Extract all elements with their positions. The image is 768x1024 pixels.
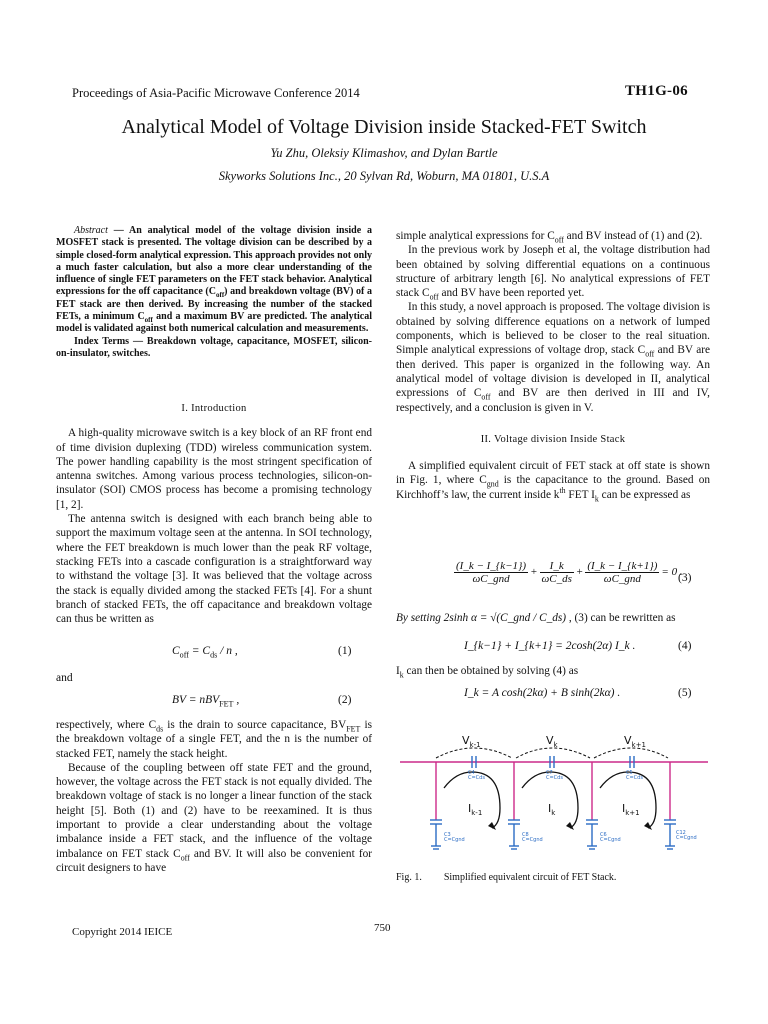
equation-4-number: (4) xyxy=(678,640,692,652)
paragraph xyxy=(396,243,710,300)
figure-caption xyxy=(396,872,616,883)
para-sub: off xyxy=(645,349,655,359)
label-c3-value: C=Cgnd xyxy=(444,837,465,843)
abstract-text: and a maximum BV are predicted. The analytical model is validated against both numerical calculation and measurements. xyxy=(56,311,372,335)
voltage-arcs xyxy=(436,748,668,758)
para-text: and BV are then derived in III and IV, respectively, and a conclusion is given in V. xyxy=(396,387,710,414)
equation-4: I_{k−1} + I_{k+1} = 2cosh(2α) I_k . xyxy=(464,640,636,652)
equation-5: I_k = A cosh(2kα) + B sinh(2kα) . xyxy=(464,687,621,699)
caption-label: Fig. 1. xyxy=(396,872,422,883)
para-text: and BV instead of (1) and (2). xyxy=(563,230,703,242)
eq-numerator: (I_k − I_{k+1}) xyxy=(587,560,658,572)
abstract xyxy=(56,225,372,360)
eq-numerator: (I_k − I_{k−1}) xyxy=(456,560,527,572)
cgnd-capacitors xyxy=(430,820,676,849)
label-c3: C3 xyxy=(444,832,451,838)
label-c5: C5 xyxy=(626,770,633,776)
eq-sub: FET xyxy=(219,699,234,709)
equation-3: $\frac{(I\_k - I\_\{k-1\})}{\text{ωC\_gnd}}$ + $\frac{I\_k}{\omega C\_ds}$ + $\frac{(I\_k - I\_\{k+1\})}{\text{ωC\_gnd}}$ = 0 . xyxy=(456,560,683,585)
abstract-dash: — xyxy=(107,225,130,236)
para-text: simple analytical expressions for C xyxy=(396,230,555,242)
label-v-k: $V_k$ xyxy=(546,734,558,749)
para-sub: k xyxy=(399,670,404,680)
para-text: I xyxy=(396,665,400,677)
eq-symbol: C xyxy=(172,645,180,657)
para-sub: off xyxy=(554,235,564,245)
abstract-label: Abstract xyxy=(74,225,108,236)
label-i-k+1: $I_{k+1}$ xyxy=(622,802,640,817)
para-sub: FET xyxy=(346,724,361,734)
para-text: and BV are then derived. This paper is organized in the following way. An analytical model of voltage division is developed in II, analytical expressions of C xyxy=(396,344,710,400)
paragraph xyxy=(56,761,372,875)
paper-authors: Yu Zhu, Oleksiy Klimashov, and Dylan Bartle xyxy=(270,146,498,160)
para-sub: gnd xyxy=(486,479,499,489)
label-c8-value: C=Cgnd xyxy=(522,837,543,843)
para-sub: off xyxy=(429,292,439,302)
copyright: Copyright 2014 IEICE xyxy=(72,926,173,938)
abstract-sub: off xyxy=(216,291,225,300)
page-number: 750 xyxy=(374,922,391,934)
label-v-k+1: $V_{k+1}$ xyxy=(624,734,646,749)
eq-denominator: ωC_gnd xyxy=(603,573,641,585)
paragraph: A high-quality microwave switch is a key block of an RF front end of time division duplexing (TDD) wireless communication system. The power handling capability is the most stringent specification of antenna switches. Among various process technologies, silicon-on-insulator (SOI) CMOS process has become a promising technology [1, 2]. xyxy=(56,427,372,511)
eq-symbol: = C xyxy=(188,645,211,657)
label-i-k: $I_k$ xyxy=(548,802,556,817)
caption-text: Simplified equivalent circuit of FET Stack. xyxy=(443,872,617,883)
left-column xyxy=(56,402,372,626)
equation-5-number: (5) xyxy=(678,687,692,699)
para-text: is the breakdown voltage of a single FET, and the n is the number of stacked FET, namely the stack height. xyxy=(56,719,373,760)
para-text: and BV have been reported yet. xyxy=(438,287,585,300)
eq-sub: ds xyxy=(210,650,218,660)
and-text: and xyxy=(56,672,73,684)
para-text: In this study, a novel approach is proposed. The voltage division is obtained by solving difference equations on a network of lumped components, which is believed to be closer to the real situation. Simple analytical expressions of voltage drop, stack C xyxy=(396,301,710,357)
paper-affiliation: Skyworks Solutions Inc., 20 Sylvan Rd, Woburn, MA 01801, U.S.A xyxy=(218,169,550,183)
abstract-sub: off xyxy=(144,316,153,325)
para-text: can then be obtained by solving (4) as xyxy=(403,665,579,677)
para-sup: th xyxy=(559,485,566,495)
paragraph xyxy=(396,459,710,502)
eq-symbol: BV = nBV xyxy=(172,694,220,706)
para-sub: off xyxy=(180,852,190,862)
label-c5-value: C=Cds xyxy=(626,775,643,781)
paragraph xyxy=(396,229,710,243)
equation-3-number: (3) xyxy=(678,572,692,584)
eq3-term-2 xyxy=(540,560,574,585)
label-c7-value: C=Cds xyxy=(546,775,563,781)
proceedings-header: Proceedings of Asia-Pacific Microwave Conference 2014 xyxy=(72,86,360,100)
label-c12-value: C=Cgnd xyxy=(676,835,697,841)
paragraph: The antenna switch is designed with each branch being able to support the maximum voltage seen at the antenna. In SOI technology, where the FET breakdown is much lower than the peak RF voltage, stacking FETs into a cascade configuration is a straightforward way to withstand the voltage [3]. It was believed that the voltage across the stack is equally divided among the stacked FETs [4]. For a shunt branch of stacked FETs, the off capacitance and breakdown voltage can thus be written as xyxy=(56,513,372,626)
para-text: is the capacitance to the ground. Based on Kirchhoff’s law, the current inside k xyxy=(396,474,710,501)
equation-2-number: (2) xyxy=(338,694,352,706)
para-text: A simplified equivalent circuit of FET stack at off state is shown in Fig. 1, where C xyxy=(396,460,710,487)
equation-1 xyxy=(172,645,238,660)
setting-tail: , (3) can be rewritten as xyxy=(566,612,676,624)
eq-rhs: = 0 . xyxy=(661,566,683,579)
equation-1-number: (1) xyxy=(338,645,352,657)
paper-code: TH1G-06 xyxy=(625,83,688,99)
para-text: can be expressed as xyxy=(598,488,691,501)
right-column xyxy=(396,229,710,502)
eq-denominator: ωC_ds xyxy=(541,573,572,585)
abstract-text: ) and breakdown voltage (BV) of a FET stack are then derived. By increasing the number of the stacked FETs, a minimum C xyxy=(56,286,373,323)
para-sub: off xyxy=(481,392,491,402)
label-i-k-1: $I_{k-1}$ xyxy=(468,802,483,817)
para-text: Because of the coupling between off state FET and the ground, however, the voltage across the FET stack is not equally divided. The breakdown voltage of stack is no longer a linear function of the stack height [5]. Both (1) and (2) have to be reexamined. It is thus important to provide a clear understanding about the voltage imbalance inside a FET stack, and the influence of the voltage imbalance on FET stack C xyxy=(56,761,372,860)
label-c7: C7 xyxy=(546,770,553,776)
para-text: and BV. It will also be convenient for circuit designers to have xyxy=(56,847,372,874)
eq3-term-1 xyxy=(454,560,528,585)
label-c6-value: C=Cgnd xyxy=(600,837,621,843)
para-text: respectively, where C xyxy=(56,719,157,731)
left-column-continued xyxy=(56,718,372,875)
para-sub: ds xyxy=(156,724,164,734)
eq-numerator: I_k xyxy=(540,560,574,573)
para-text: is the drain to source capacitance, BV xyxy=(163,719,347,731)
eq-sub: off xyxy=(179,650,189,660)
abstract-text: An analytical model of the voltage division inside a MOSFET stack is presented. The voltage division can be described by a simple closed-form analytical expression. This approach provides not only a much faster calculation, but also a more clear understanding of the influence of single FET parameters on the FET stack behavior. Analytical expressions for the off capacitance (C xyxy=(56,225,372,298)
label-c12: C12 xyxy=(676,830,686,836)
label-v-k-1: $V_{k-1}$ xyxy=(462,734,481,749)
section-heading-voltage-division: II. Voltage division Inside Stack xyxy=(480,433,626,445)
para-text: FET I xyxy=(565,488,595,501)
label-c8: C8 xyxy=(522,832,529,838)
eq-denominator: ωC_gnd xyxy=(472,573,510,585)
paragraph xyxy=(56,718,372,761)
label-c4: C4 xyxy=(468,770,475,776)
para-text: In the previous work by Joseph et al, the voltage distribution had been obtained by solving differential equations on a continuous structure of arbitrary length [6]. No analytical expressions of FET stack C xyxy=(396,244,710,300)
label-c4-value: C=Cds xyxy=(468,775,485,781)
equation-2 xyxy=(172,694,240,709)
eq-symbol: , xyxy=(233,694,240,706)
then-text xyxy=(396,665,579,680)
setting-formula: By setting 2sinh α = √(C_gnd / C_ds) xyxy=(396,612,567,624)
index-terms: Index Terms — Breakdown voltage, capacitance, MOSFET, silicon-on-insulator, switches. xyxy=(56,335,372,359)
eq-symbol: / n , xyxy=(217,645,238,657)
section-heading-introduction: I. Introduction xyxy=(181,403,247,414)
label-c6: C6 xyxy=(600,832,607,838)
eq3-term-3 xyxy=(585,560,659,585)
fet-stack-circuit-diagram xyxy=(396,728,716,860)
arrow-heads xyxy=(488,822,652,830)
setting-text xyxy=(396,612,676,624)
paper-title: Analytical Model of Voltage Division inside Stacked-FET Switch xyxy=(121,116,647,138)
para-sub: k xyxy=(594,494,599,503)
paragraph xyxy=(396,300,710,414)
